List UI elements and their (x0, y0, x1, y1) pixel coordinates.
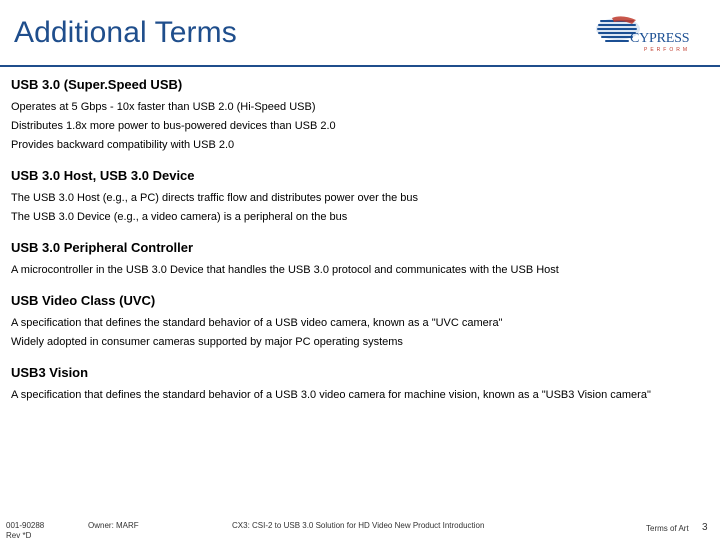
term-line: A microcontroller in the USB 3.0 Device that handles the USB 3.0 protocol and communicates with the USB Host (11, 264, 559, 276)
page-number: 3 (702, 522, 708, 533)
footer-presentation-title: CX3: CSI-2 to USB 3.0 Solution for HD Video New Product Introduction (232, 521, 485, 530)
term-line: Widely adopted in consumer cameras supported by major PC operating systems (11, 336, 403, 348)
slide-title: Additional Terms (14, 16, 237, 49)
term-section (11, 77, 716, 155)
term-line: The USB 3.0 Device (e.g., a video camera) is a peripheral on the bus (11, 211, 348, 223)
cypress-logo (592, 12, 704, 58)
term-line: A specification that defines the standard behavior of a USB 3.0 video camera for machine vision, known as a "USB3 Vision camera" (11, 389, 651, 401)
term-section (11, 240, 716, 280)
term-heading: USB 3.0 Peripheral Controller (11, 240, 194, 255)
term-line: A specification that defines the standard behavior of a USB video camera, known as a "UVC camera" (11, 317, 503, 329)
footer-doc-number: 001-90288 (6, 521, 45, 530)
term-line: The USB 3.0 Host (e.g., a PC) directs traffic flow and distributes power over the bus (11, 192, 418, 204)
term-section (11, 168, 716, 227)
logo-wordmark: CYPRESS (630, 31, 690, 46)
term-section (11, 293, 716, 352)
footer-owner: Owner: MARF (88, 521, 139, 530)
footer-revision: Rev *D (6, 531, 32, 540)
footer-section-label: Terms of Art (646, 524, 689, 533)
title-divider (0, 65, 720, 67)
term-heading: USB 3.0 Host, USB 3.0 Device (11, 168, 195, 183)
term-line: Distributes 1.8x more power to bus-powered devices than USB 2.0 (11, 120, 336, 132)
terms-list (11, 77, 716, 418)
term-line: Provides backward compatibility with USB 2.0 (11, 139, 235, 151)
term-heading: USB3 Vision (11, 365, 89, 380)
term-section (11, 365, 716, 405)
logo-tagline: PERFORM (644, 47, 690, 53)
term-line: Operates at 5 Gbps - 10x faster than USB 2.0 (Hi-Speed USB) (11, 101, 316, 113)
term-heading: USB Video Class (UVC) (11, 293, 156, 308)
term-heading: USB 3.0 (Super.Speed USB) (11, 77, 183, 92)
